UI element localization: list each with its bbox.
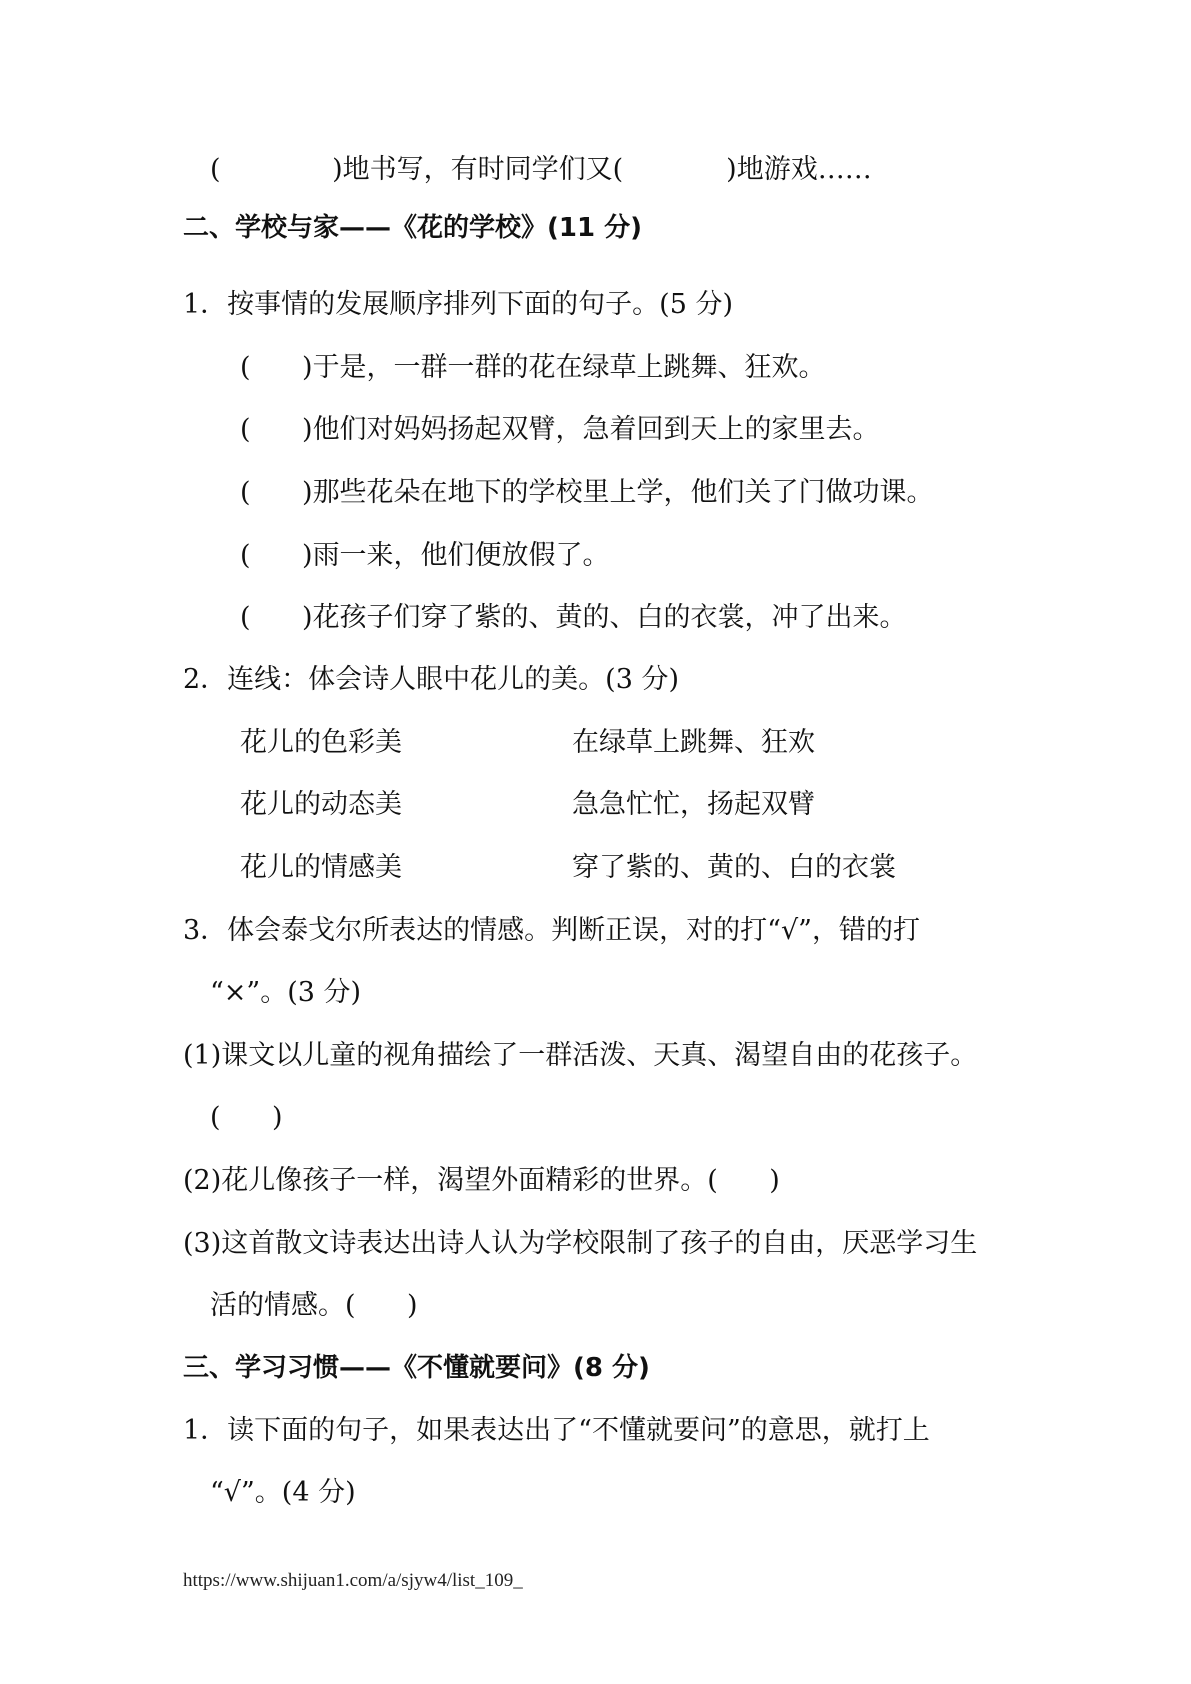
question-3-1: 1．读下面的句子，如果表达出了“不懂就要问”的意思，就打上 [183,1415,930,1446]
judgment-item-2: (2)花儿像孩子一样，渴望外面精彩的世界。( ) [183,1165,780,1196]
match-left-2: 花儿的动态美 [240,789,402,820]
judgment-item-1: (1)课文以儿童的视角描绘了一群活泼、天真、渴望自由的花孩子。 [183,1040,978,1071]
question-2-2: 2．连线：体会诗人眼中花儿的美。(3 分) [183,664,680,695]
ordering-item-d: ( )雨一来，他们便放假了。 [240,540,610,571]
match-left-1: 花儿的色彩美 [240,727,402,758]
judgment-item-3-continued: 活的情感。( ) [210,1290,418,1321]
ordering-item-a: ( )于是，一群一群的花在绿草上跳舞、狂欢。 [240,352,826,383]
ordering-item-c: ( )那些花朵在地下的学校里上学，他们关了门做功课。 [240,477,934,508]
judgment-item-3: (3)这首散文诗表达出诗人认为学校限制了孩子的自由，厌恶学习生 [183,1228,978,1259]
ordering-item-e: ( )花孩子们穿了紫的、黄的、白的衣裳，冲了出来。 [240,602,907,633]
footer-url: https://www.shijuan1.com/a/sjyw4/list_109_ [183,1570,523,1591]
fill-blank-line: ( )地书写，有时同学们又( )地游戏…… [210,154,872,185]
match-right-1: 在绿草上跳舞、狂欢 [572,727,815,758]
section-two-heading: 二、学校与家——《花的学校》(11 分) [183,213,642,243]
question-2-1: 1．按事情的发展顺序排列下面的句子。(5 分) [183,289,734,320]
ordering-item-b: ( )他们对妈妈扬起双臂，急着回到天上的家里去。 [240,414,880,445]
judgment-item-1-blank: ( ) [210,1102,283,1133]
match-left-3: 花儿的情感美 [240,852,402,883]
question-2-3-continued: “×”。(3 分) [210,977,362,1008]
match-right-3: 穿了紫的、黄的、白的衣裳 [572,852,896,883]
question-3-1-continued: “√”。(4 分) [210,1477,356,1508]
question-2-3: 3．体会泰戈尔所表达的情感。判断正误，对的打“√”，错的打 [183,915,920,946]
section-three-heading: 三、学习习惯——《不懂就要问》(8 分) [183,1353,650,1383]
match-right-2: 急急忙忙，扬起双臂 [572,789,815,820]
